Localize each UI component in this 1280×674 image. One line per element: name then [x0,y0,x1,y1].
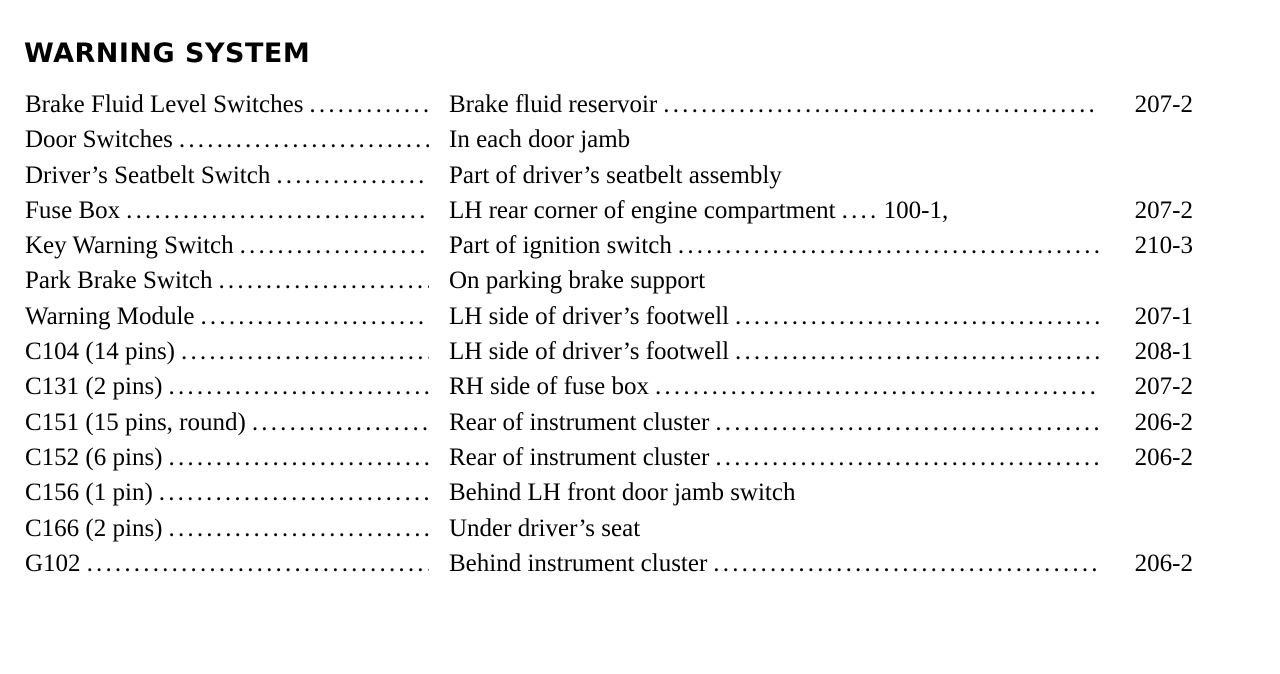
component-cell [25,263,429,298]
location-cell [449,511,1149,546]
component-cell [25,228,429,263]
dot-leader [163,440,430,475]
location-cell [449,369,1099,404]
dot-leader [729,299,1099,334]
component-name: Brake Fluid Level Switches [25,91,304,118]
location-text: In each door jamb [449,126,631,154]
component-name: Warning Module [25,302,195,330]
location-cell [449,546,1099,581]
location-text: Behind LH front door jamb switch [449,479,796,507]
table-row [25,369,1205,404]
location-cell [449,122,1149,157]
location-text: LH rear corner of engine compartment [449,196,836,224]
dot-leader [270,158,429,193]
component-cell [25,193,429,228]
dot-leader [246,405,429,440]
dot-leader [120,193,429,228]
component-name: Door Switches [25,126,173,154]
dot-leader [163,511,430,546]
location-cell [449,87,1099,122]
component-name: C151 (15 pins, round) [25,408,246,436]
table-row [25,475,1205,510]
location-cell [449,475,1149,510]
dot-leader [709,405,1099,440]
location-cell [449,299,1099,334]
component-name: G102 [25,549,81,577]
table-row [25,87,1205,122]
component-cell [25,299,429,334]
table-row [25,193,1205,228]
section-heading: WARNING SYSTEM [24,38,311,69]
page-reference: 206-2 [1134,549,1193,577]
dot-leader [729,334,1099,369]
component-name: C156 (1 pin) [25,479,153,507]
table-row [25,511,1205,546]
component-location-table [25,87,1205,581]
page-reference: 207-2 [1134,373,1193,401]
dot-leader [303,87,429,122]
component-cell [25,511,429,546]
component-cell [25,546,429,581]
table-row [25,405,1205,440]
location-text: Part of ignition switch [449,232,672,260]
component-name: C152 (6 pins) [25,443,163,471]
component-name: Fuse Box [25,196,121,224]
component-cell [25,158,429,193]
component-cell [25,87,429,122]
location-text: LH side of driver’s footwell [449,338,730,366]
component-name: C131 (2 pins) [25,373,163,401]
dot-leader [836,193,880,228]
dot-leader [163,369,430,404]
page-reference: 210-3 [1134,232,1193,260]
component-name: Driver’s Seatbelt Switch [25,161,271,189]
location-cell [449,405,1099,440]
table-row [25,263,1205,298]
table-row [25,546,1205,581]
component-cell [25,475,429,510]
dot-leader [81,546,429,581]
location-cell [449,440,1099,475]
location-text: Rear of instrument cluster [449,408,710,436]
dot-leader [234,228,429,263]
location-text: Behind instrument cluster [449,549,708,577]
table-row [25,122,1205,157]
table-row [25,334,1205,369]
dot-leader [649,369,1099,404]
location-cell [449,193,1099,228]
component-name: C166 (2 pins) [25,514,163,542]
extra-page-reference: 100-1, [883,196,949,224]
component-cell [25,122,429,157]
table-row [25,440,1205,475]
location-cell [449,334,1099,369]
table-row [25,299,1205,334]
location-cell [449,263,1149,298]
page-reference: 206-2 [1134,408,1193,436]
location-text: RH side of fuse box [449,373,649,401]
dot-leader [153,475,429,510]
component-name: C104 (14 pins) [25,338,175,366]
page-reference: 206-2 [1134,443,1193,471]
table-row [25,228,1205,263]
location-text: On parking brake support [449,267,706,295]
component-name: Park Brake Switch [25,267,213,295]
dot-leader [709,440,1099,475]
page-reference: 207-2 [1134,91,1193,118]
location-text: Under driver’s seat [449,514,641,542]
location-text: Brake fluid reservoir [449,91,658,118]
component-name: Key Warning Switch [25,232,234,260]
location-text: LH side of driver’s footwell [449,302,730,330]
dot-leader [194,299,429,334]
page-reference: 207-2 [1134,196,1193,224]
page-reference: 207-1 [1134,302,1193,330]
location-cell [449,228,1099,263]
component-cell [25,405,429,440]
location-cell [449,158,1149,193]
dot-leader [657,87,1099,122]
dot-leader [175,334,429,369]
component-cell [25,334,429,369]
component-cell [25,369,429,404]
dot-leader [173,122,429,157]
dot-leader [212,263,429,298]
table-row [25,158,1205,193]
page-reference: 208-1 [1134,338,1193,366]
dot-leader [707,546,1099,581]
location-text: Part of driver’s seatbelt assembly [449,161,782,189]
component-cell [25,440,429,475]
location-text: Rear of instrument cluster [449,443,710,471]
dot-leader [672,228,1099,263]
